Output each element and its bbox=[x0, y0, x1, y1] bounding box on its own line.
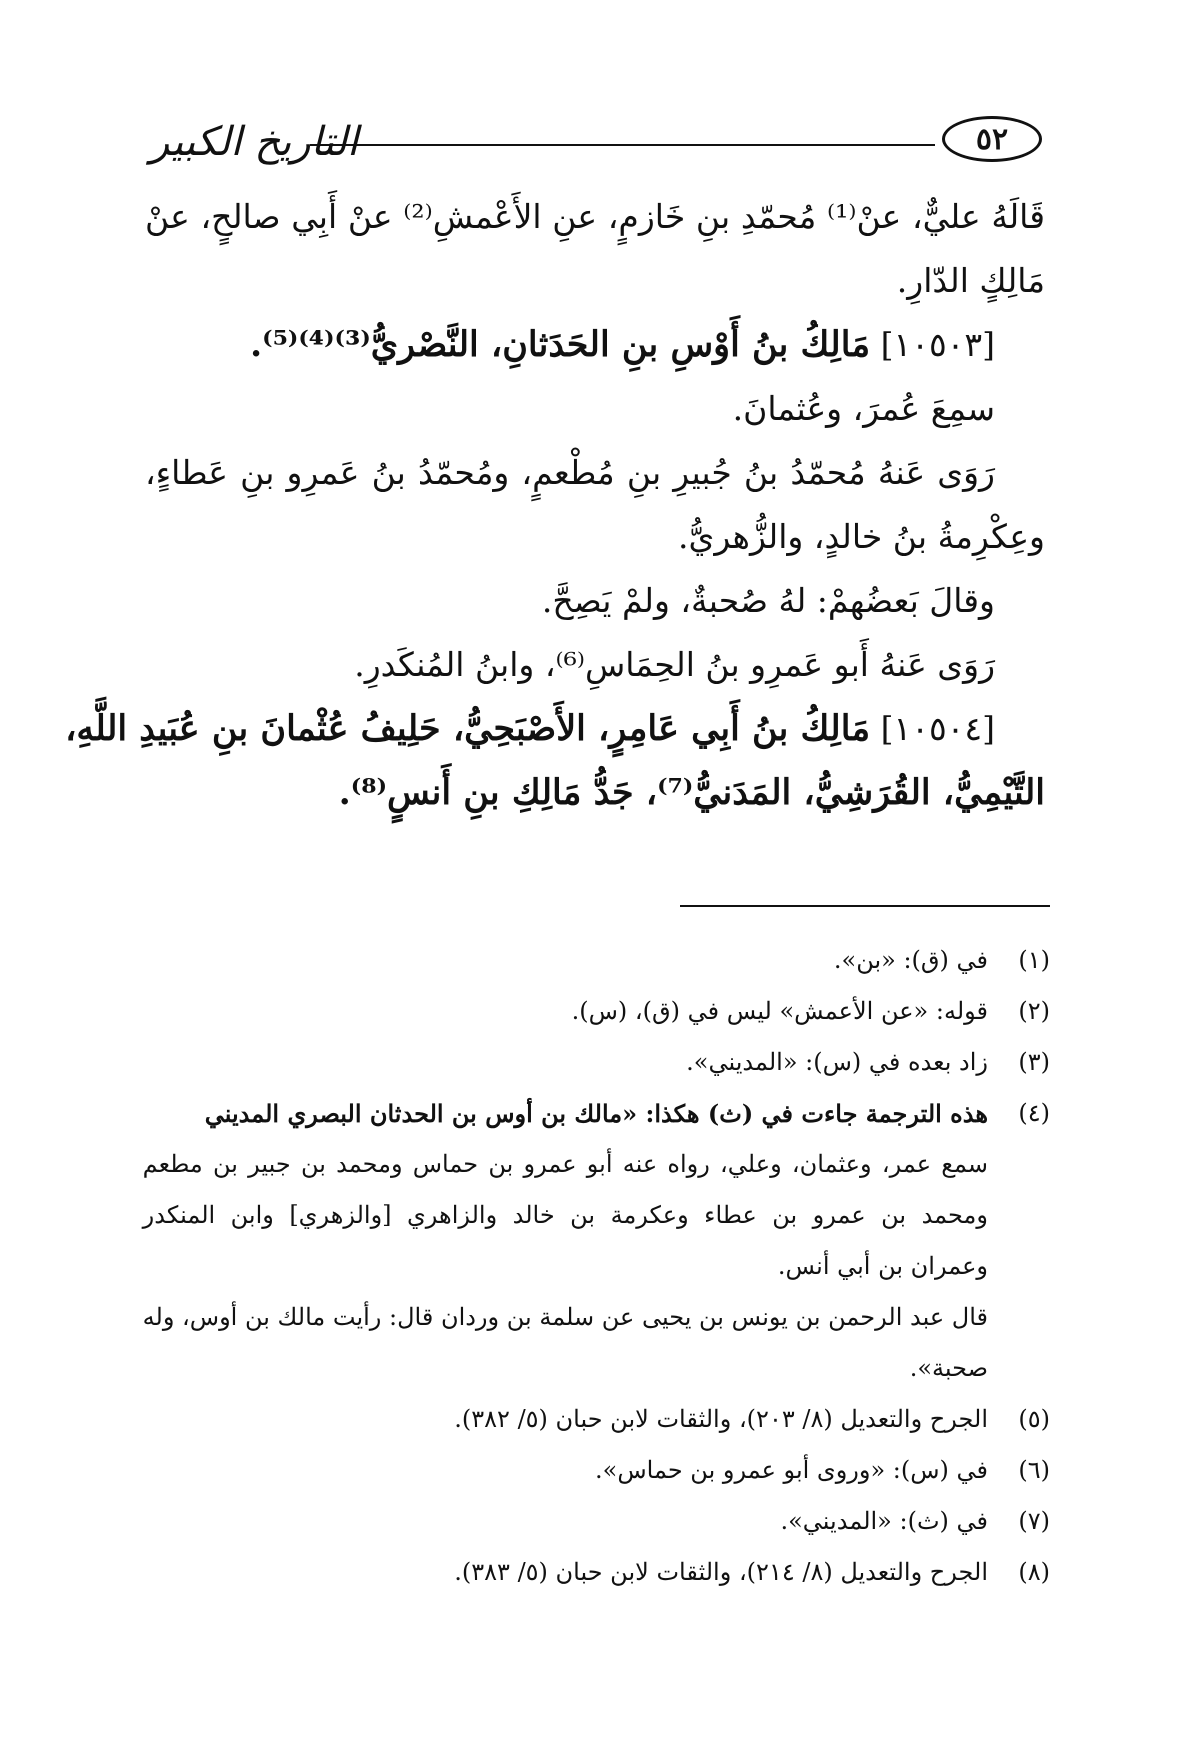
text-line: رَوَى عَنهُ مُحمّدُ بنُ جُبيرِ بنِ مُطْعمٍ، ومُحمّدُ بنُ عَمرِو بنِ عَطاءٍ، bbox=[145, 453, 995, 492]
page-number: ٥٢ bbox=[975, 121, 1009, 157]
footnote-number: (٦) bbox=[1018, 1456, 1050, 1484]
footnote-number: (٤) bbox=[1018, 1099, 1050, 1127]
footnote bbox=[142, 1088, 1050, 1394]
footnote bbox=[145, 1547, 1050, 1598]
entry-number: [١٠٥٠٤] bbox=[880, 709, 995, 748]
footnote-text: سمع عمر، وعثمان، وعلي، رواه عنه أبو عمرو بن حماس ومحمد بن جبير بن مطعم bbox=[142, 1150, 988, 1178]
footnote-text: ومحمد بن عمرو بن عطاء وعكرمة بن خالد والزاهري [والزهري] وابن المنكدر bbox=[142, 1201, 988, 1229]
footnote bbox=[145, 1496, 1050, 1547]
footnote bbox=[145, 1394, 1050, 1445]
text-line: التَّيْمِيُّ، القُرَشِيُّ، المَدَنيُّ⁽⁷⁾، جَدُّ مَالِكِ بنِ أَنسٍ⁽⁸⁾. bbox=[338, 772, 1045, 813]
text-line: وقالَ بَعضُهمْ: لهُ صُحبةٌ، ولمْ يَصِحَّ. bbox=[541, 581, 995, 620]
footnote-text: وعمران بن أبي أنس. bbox=[777, 1252, 988, 1280]
entry-10503 bbox=[145, 313, 1045, 377]
entry-heading: مَالِكُ بنُ أَبِي عَامِرٍ، الأَصْبَحِيُّ، حَلِيفُ عُثْمانَ بنِ عُبَيدِ اللَّهِ، bbox=[65, 708, 871, 749]
page-header bbox=[150, 112, 1050, 172]
footnote bbox=[145, 935, 1050, 986]
entry-10504 bbox=[65, 697, 1045, 761]
footnote-text: زاد بعده في (س): «المديني». bbox=[686, 1048, 988, 1076]
footnote bbox=[145, 1037, 1050, 1088]
footnote-number: (٢) bbox=[1018, 997, 1050, 1025]
main-text bbox=[65, 185, 1045, 825]
page-number-badge bbox=[942, 116, 1042, 162]
text-line: قَالَهُ عليٌّ، عنْ⁽¹⁾ مُحمّدِ بنِ خَازمٍ، عنِ الأَعْمشِ⁽²⁾ عنْ أَبِي صالحٍ، عنْ bbox=[145, 197, 1045, 236]
footnote-text: الجرح والتعديل (٨/ ٢٠٣)، والثقات لابن حبان (٥/ ٣٨٢). bbox=[454, 1405, 988, 1433]
text-line: وعِكْرِمةُ بنُ خالدٍ، والزُّهريُّ. bbox=[678, 517, 1045, 556]
footnote bbox=[145, 986, 1050, 1037]
footnote-text: الجرح والتعديل (٨/ ٢١٤)، والثقات لابن حبان (٥/ ٣٨٣). bbox=[454, 1558, 988, 1586]
footnote-text: في (س): «وروى أبو عمرو بن حماس». bbox=[595, 1456, 988, 1484]
footnote-number: (٧) bbox=[1018, 1507, 1050, 1535]
footnote-text: هذه الترجمة جاءت في (ث) هكذا: «مالك بن أوس بن الحدثان البصري المديني bbox=[204, 1099, 988, 1128]
footnote bbox=[145, 1445, 1050, 1496]
header-rule bbox=[310, 144, 935, 146]
footnote-number: (١) bbox=[1018, 946, 1050, 974]
book-title: التاريخ الكبير bbox=[150, 119, 359, 165]
text-line: سمِعَ عُمرَ، وعُثمانَ. bbox=[732, 389, 995, 428]
footnote-rule bbox=[680, 905, 1050, 907]
text-line: رَوَى عَنهُ أَبو عَمرِو بنُ الحِمَاسِ⁽⁶⁾، وابنُ المُنكَدرِ. bbox=[354, 645, 995, 684]
entry-number: [١٠٥٠٣] bbox=[880, 325, 995, 364]
footnote-text: في (ق): «بن». bbox=[833, 946, 988, 974]
footnote-text: قوله: «عن الأعمش» ليس في (ق)، (س). bbox=[571, 997, 988, 1025]
footnote-text: صحبة». bbox=[909, 1354, 988, 1382]
footnote-text: قال عبد الرحمن بن يونس بن يحيى عن سلمة بن وردان قال: رأيت مالك بن أوس، وله bbox=[142, 1303, 988, 1331]
entry-heading: مَالِكُ بنُ أَوْسِ بنِ الحَدَثانِ، النَّصْريُّ⁽³⁾⁽⁴⁾⁽⁵⁾. bbox=[249, 324, 871, 365]
footnote-number: (٨) bbox=[1018, 1558, 1050, 1586]
footnote-text: في (ث): «المديني». bbox=[780, 1507, 988, 1535]
text-line: مَالِكٍ الدّارِ. bbox=[896, 261, 1045, 300]
footnote-number: (٣) bbox=[1018, 1048, 1050, 1076]
footnote-number: (٥) bbox=[1018, 1405, 1050, 1433]
footnotes bbox=[142, 935, 1050, 1598]
